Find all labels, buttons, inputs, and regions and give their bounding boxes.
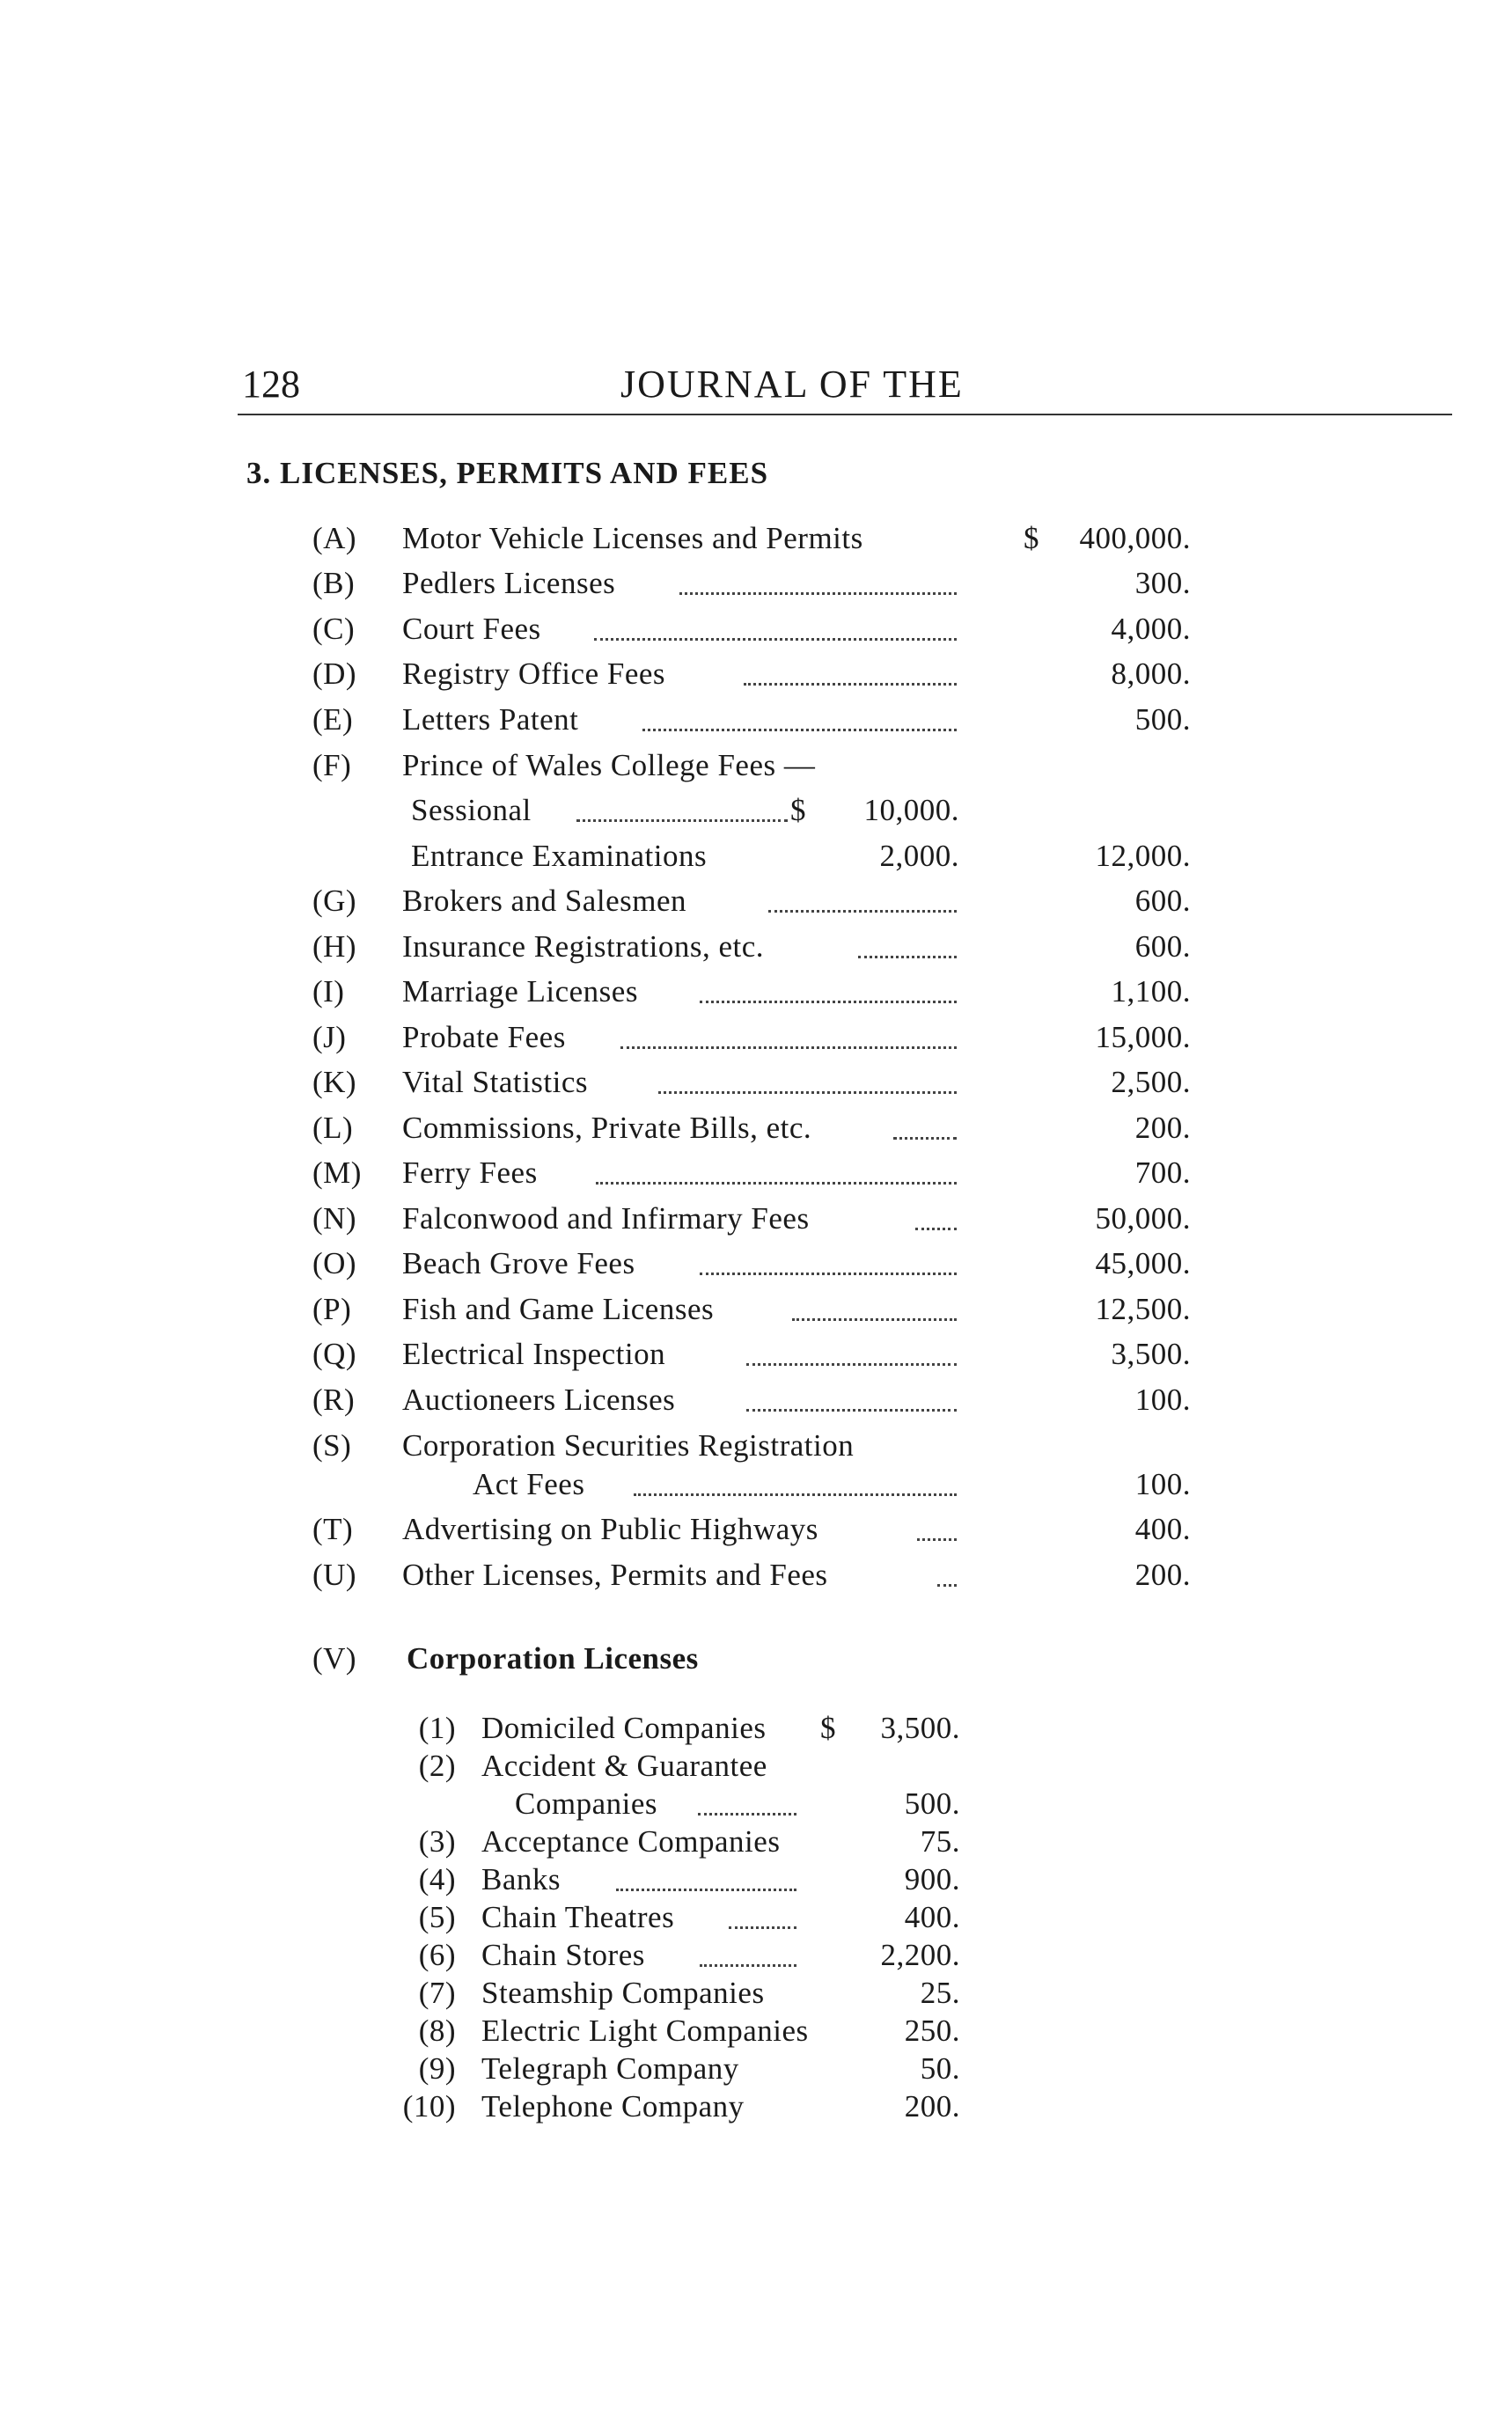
- fee-label: (P): [312, 1292, 352, 1326]
- corp-amount: 75.: [920, 1824, 960, 1859]
- fee-amount: 300.: [1134, 566, 1191, 600]
- fee-description: Corporation Securities Registration: [402, 1428, 855, 1463]
- fee-sub-amount: 10,000.: [863, 793, 959, 827]
- corp-label: (3): [418, 1824, 456, 1859]
- leader-dots: [792, 1318, 957, 1321]
- leader-dots: [893, 1137, 957, 1140]
- fee-label: (O): [312, 1246, 357, 1280]
- fee-label: (D): [312, 657, 357, 691]
- corporation-title: Corporation Licenses: [407, 1641, 699, 1676]
- leader-dots: [746, 1409, 957, 1412]
- fee-amount: 2,500.: [1111, 1065, 1191, 1099]
- leader-dots: [642, 729, 957, 731]
- corp-description: Accident & Guarantee: [481, 1749, 767, 1783]
- fee-label: (T): [312, 1512, 354, 1546]
- corp-amount: 900.: [904, 1862, 960, 1896]
- corp-label: (2): [418, 1749, 456, 1783]
- fee-label: (A): [312, 521, 357, 555]
- fee-amount: 15,000.: [1095, 1020, 1191, 1054]
- fee-description: Registry Office Fees: [402, 657, 666, 691]
- corp-amount: 50.: [920, 2051, 960, 2086]
- fee-amount: 100.: [1134, 1383, 1191, 1417]
- corp-label: (9): [418, 2051, 456, 2086]
- fee-description: Court Fees: [402, 612, 541, 646]
- fee-amount: 100.: [1134, 1467, 1191, 1501]
- corp-amount: 400.: [904, 1900, 960, 1934]
- corp-description: Chain Theatres: [481, 1900, 675, 1934]
- leader-dots: [768, 910, 957, 913]
- journal-title: JOURNAL OF THE: [620, 363, 964, 406]
- fee-description: Advertising on Public Highways: [402, 1512, 818, 1546]
- fee-label: (E): [312, 702, 354, 737]
- fee-label: (L): [312, 1111, 354, 1145]
- fee-sub-description: Sessional: [411, 793, 532, 827]
- fee-description: Beach Grove Fees: [402, 1246, 635, 1280]
- corp-description: Banks: [481, 1862, 561, 1896]
- leader-dots: [700, 1964, 796, 1967]
- fee-amount: 400,000.: [1079, 521, 1191, 555]
- fee-amount: 700.: [1134, 1155, 1191, 1190]
- corp-amount: 25.: [920, 1976, 960, 2010]
- fee-sub-description: Entrance Examinations: [411, 839, 708, 873]
- corp-label: (1): [418, 1711, 456, 1745]
- fee-description: Brokers and Salesmen: [402, 884, 686, 918]
- dollar-sign: $: [790, 793, 806, 827]
- fee-label: (I): [312, 974, 345, 1009]
- fee-description: Auctioneers Licenses: [402, 1383, 676, 1417]
- leader-dots: [658, 1091, 957, 1094]
- fee-description: Falconwood and Infirmary Fees: [402, 1201, 810, 1236]
- corp-description: Chain Stores: [481, 1938, 645, 1972]
- leader-dots: [679, 592, 957, 595]
- fee-amount: 12,500.: [1095, 1292, 1191, 1326]
- fee-label: (C): [312, 612, 356, 646]
- fee-amount: 200.: [1134, 1558, 1191, 1592]
- corp-description-continued: Companies: [515, 1786, 657, 1821]
- fee-description: Letters Patent: [402, 702, 579, 737]
- leader-dots: [700, 1273, 957, 1275]
- section-title: 3. LICENSES, PERMITS AND FEES: [246, 456, 769, 490]
- leader-dots: [915, 1228, 957, 1230]
- page-number: 128: [242, 363, 300, 406]
- fee-label: (R): [312, 1383, 356, 1417]
- fee-amount: 500.: [1134, 702, 1191, 737]
- leader-dots: [744, 683, 957, 686]
- fee-description: Fish and Game Licenses: [402, 1292, 715, 1326]
- leader-dots: [858, 956, 957, 958]
- leader-dots: [937, 1584, 957, 1587]
- fee-label: (F): [312, 748, 352, 782]
- corp-label: (5): [418, 1900, 456, 1934]
- fee-amount: 600.: [1134, 929, 1191, 964]
- corp-label: (4): [418, 1862, 456, 1896]
- fee-description: Motor Vehicle Licenses and Permits: [402, 521, 863, 555]
- corp-amount: 250.: [904, 2014, 960, 2048]
- fee-amount: 200.: [1134, 1111, 1191, 1145]
- corp-description: Telegraph Company: [481, 2051, 739, 2086]
- corp-description: Electric Light Companies: [481, 2014, 809, 2048]
- dollar-sign: $: [820, 1711, 836, 1745]
- fee-label: (G): [312, 884, 357, 918]
- corp-amount: 2,200.: [880, 1938, 960, 1972]
- fee-description: Commissions, Private Bills, etc.: [402, 1111, 812, 1145]
- corp-description: Domiciled Companies: [481, 1711, 767, 1745]
- corp-description: Acceptance Companies: [481, 1824, 781, 1859]
- fee-sub-amount: 2,000.: [879, 839, 959, 873]
- corp-amount: 3,500.: [880, 1711, 960, 1745]
- leader-dots: [576, 819, 788, 822]
- leader-dots: [634, 1493, 957, 1496]
- fee-description: Ferry Fees: [402, 1155, 538, 1190]
- corp-label: (10): [402, 2089, 456, 2124]
- dollar-sign: $: [1024, 521, 1039, 555]
- leader-dots: [594, 638, 957, 641]
- fee-amount: 400.: [1134, 1512, 1191, 1546]
- fee-description: Electrical Inspection: [402, 1337, 666, 1371]
- fee-label: (V): [312, 1641, 357, 1676]
- leader-dots: [620, 1046, 957, 1049]
- corp-description: Telephone Company: [481, 2089, 745, 2124]
- page-header: [242, 356, 1448, 413]
- corp-label: (7): [418, 1976, 456, 2010]
- leader-dots: [700, 1001, 957, 1003]
- fee-label: (B): [312, 566, 356, 600]
- leader-dots: [746, 1363, 957, 1366]
- fee-description: Other Licenses, Permits and Fees: [402, 1558, 828, 1592]
- fee-amount: 12,000.: [1095, 839, 1191, 873]
- fee-description-continued: Act Fees: [473, 1467, 585, 1501]
- fee-label: (J): [312, 1020, 347, 1054]
- fee-description: Insurance Registrations, etc.: [402, 929, 765, 964]
- fee-label: (Q): [312, 1337, 357, 1371]
- fee-label: (S): [312, 1428, 352, 1463]
- header-rule: [238, 414, 1452, 415]
- fee-description: Prince of Wales College Fees —: [402, 748, 816, 782]
- fee-label: (K): [312, 1065, 357, 1099]
- leader-dots: [698, 1813, 796, 1815]
- corp-label: (6): [418, 1938, 456, 1972]
- fee-amount: 50,000.: [1095, 1201, 1191, 1236]
- fee-amount: 1,100.: [1111, 974, 1191, 1009]
- fee-amount: 45,000.: [1095, 1246, 1191, 1280]
- fee-amount: 8,000.: [1111, 657, 1191, 691]
- fee-label: (U): [312, 1558, 357, 1592]
- fee-amount: 4,000.: [1111, 612, 1191, 646]
- corp-amount: 500.: [904, 1786, 960, 1821]
- leader-dots: [596, 1182, 957, 1185]
- fee-label: (N): [312, 1201, 357, 1236]
- fee-description: Pedlers Licenses: [402, 566, 616, 600]
- fee-label: (H): [312, 929, 357, 964]
- fee-label: (M): [312, 1155, 362, 1190]
- fee-amount: 600.: [1134, 884, 1191, 918]
- leader-dots: [616, 1889, 796, 1891]
- fee-description: Marriage Licenses: [402, 974, 638, 1009]
- fee-amount: 3,500.: [1111, 1337, 1191, 1371]
- corp-description: Steamship Companies: [481, 1976, 765, 2010]
- fee-description: Vital Statistics: [402, 1065, 589, 1099]
- leader-dots: [917, 1538, 957, 1541]
- corp-label: (8): [418, 2014, 456, 2048]
- leader-dots: [729, 1926, 796, 1929]
- corp-amount: 200.: [904, 2089, 960, 2124]
- fee-description: Probate Fees: [402, 1020, 566, 1054]
